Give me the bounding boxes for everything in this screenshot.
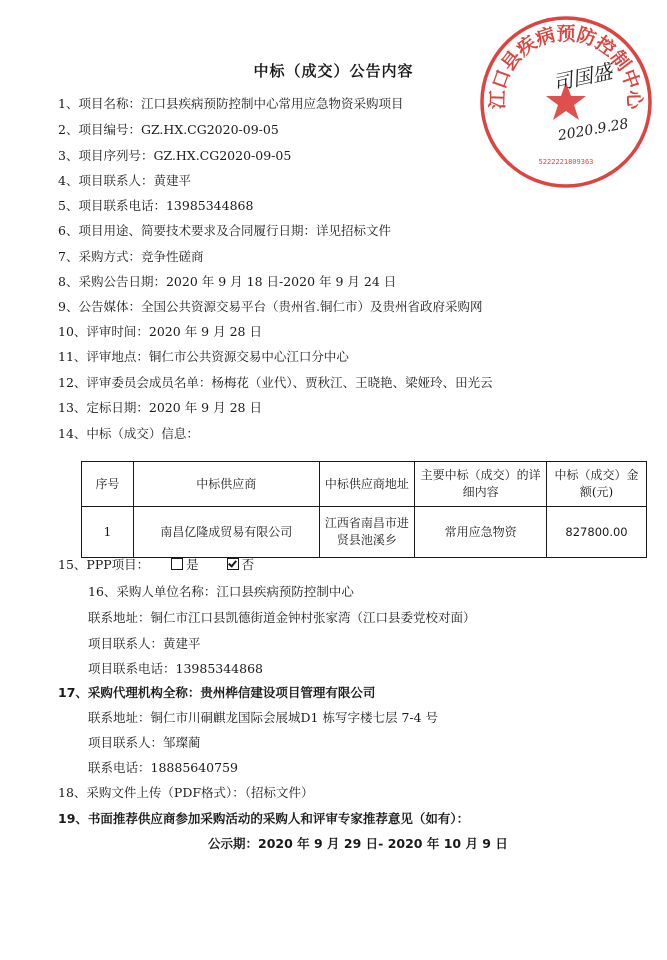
header-amount: 中标（成交）金额(元)	[547, 462, 647, 507]
cell-address: 江西省南昌市进贤县池溪乡	[319, 507, 415, 558]
item-value: 杨梅花（业代）、贾秋江、王晓艳、梁娅玲、田光云	[211, 375, 493, 390]
item-value: 详见招标文件	[315, 223, 391, 238]
item-award-date	[58, 399, 262, 417]
item-recommendation	[58, 810, 469, 828]
item-label: 13、定标日期：	[58, 400, 149, 415]
ppp-yes-label: 是	[186, 557, 199, 572]
item-review-time	[58, 323, 262, 341]
svg-text:司国盛: 司国盛	[550, 59, 615, 96]
item-value: 黄建平	[163, 636, 201, 651]
item-value: 黄建平	[153, 173, 191, 188]
item-value: 全国公共资源交易平台（贵州省.铜仁市）及贵州省政府采购网	[140, 299, 483, 314]
agency-address	[88, 709, 438, 727]
ppp-label: 15、PPP项目：	[58, 557, 150, 572]
table-row	[82, 507, 647, 558]
item-value: 2020 年 9 月 29 日- 2020 年 10 月 9 日	[258, 836, 508, 851]
item-label: 项目联系人：	[88, 735, 164, 750]
ppp-yes-checkbox[interactable]	[171, 558, 183, 570]
item-project-phone	[58, 197, 253, 215]
item-procurement-method	[58, 248, 203, 266]
award-table	[81, 461, 647, 558]
item-review-location	[58, 348, 349, 366]
header-index: 序号	[82, 462, 134, 507]
official-seal	[478, 14, 654, 190]
item-project-number	[58, 121, 279, 139]
purchaser-phone	[88, 660, 263, 678]
table-header-row	[82, 462, 647, 507]
item-label: 1、项目名称：	[58, 96, 141, 111]
item-value: 江口县疾病预防控制中心常用应急物资采购项目	[140, 96, 404, 111]
item-label: 8、采购公告日期：	[58, 274, 166, 289]
cell-content: 常用应急物资	[415, 507, 547, 558]
item-upload	[58, 784, 314, 802]
cell-supplier: 南昌亿隆成贸易有限公司	[133, 507, 319, 558]
item-label: 5、项目联系电话：	[58, 198, 166, 213]
item-value: 铜仁市公共资源交易中心江口分中心	[148, 349, 349, 364]
item-label: 2、项目编号：	[58, 122, 141, 137]
item-project-serial	[58, 147, 291, 165]
item-value: （招标文件）	[244, 785, 314, 800]
item-label: 联系地址：	[88, 610, 151, 625]
header-address: 中标供应商地址	[319, 462, 415, 507]
item-project-usage	[58, 222, 391, 240]
item-label: 18、采购文件上传（PDF格式）：	[58, 785, 245, 800]
item-award-info	[58, 425, 199, 443]
agency-contact	[88, 734, 201, 752]
item-value: 贵州桦信建设项目管理有限公司	[200, 685, 376, 700]
svg-text:2020.9.28: 2020.9.28	[556, 115, 630, 145]
item-value: 18885640759	[150, 760, 238, 775]
item-value: 2020 年 9 月 18 日-2020 年 9 月 24 日	[165, 274, 397, 289]
item-value: 13985344868	[165, 198, 254, 213]
ppp-no-checkbox[interactable]	[227, 558, 239, 570]
page-title: 中标（成交）公告内容	[253, 62, 414, 80]
item-label: 17、采购代理机构全称：	[58, 685, 201, 700]
item-label: 19、书面推荐供应商参加采购活动的采购人和评审专家推荐意见（如有）：	[58, 811, 470, 826]
item-value: 铜仁市江口县凯德街道金钟村张家湾（江口县委党校对面）	[150, 610, 476, 625]
purchaser-name	[88, 583, 354, 601]
svg-text:江口县疾病预防控制中心: 江口县疾病预防控制中心	[486, 22, 646, 110]
item-value: 江口县疾病预防控制中心	[216, 584, 354, 599]
item-label: 项目联系电话：	[88, 661, 176, 676]
item-committee	[58, 374, 493, 392]
item-label: 4、项目联系人：	[58, 173, 154, 188]
item-announcement-date	[58, 273, 396, 291]
item-label: 14、中标（成交）信息：	[58, 426, 199, 441]
item-value: 铜仁市川硐麒龙国际会展城D1 栋写字楼七层 7-4 号	[150, 710, 439, 725]
item-media	[58, 298, 482, 316]
purchaser-address	[88, 609, 476, 627]
header-supplier: 中标供应商	[133, 462, 319, 507]
item-label: 项目联系人：	[88, 636, 164, 651]
item-label: 联系地址：	[88, 710, 151, 725]
item-label: 6、项目用途、简要技术要求及合同履行日期：	[58, 223, 316, 238]
publicity-period	[208, 835, 508, 853]
item-value: 2020 年 9 月 28 日	[148, 324, 262, 339]
purchaser-contact	[88, 635, 201, 653]
item-label: 7、采购方式：	[58, 249, 141, 264]
item-value: 邹璨蔺	[163, 735, 201, 750]
item-label: 12、评审委员会成员名单：	[58, 375, 212, 390]
item-ppp	[58, 556, 254, 574]
item-value: 竞争性磋商	[140, 249, 204, 264]
item-value: 13985344868	[175, 661, 263, 676]
agency-name	[58, 684, 375, 702]
svg-text:5222221809363: 5222221809363	[538, 158, 594, 166]
item-label: 公示期：	[208, 836, 259, 851]
header-content: 主要中标（成交）的详细内容	[415, 462, 547, 507]
item-label: 10、评审时间：	[58, 324, 149, 339]
ppp-no-label: 否	[241, 557, 255, 572]
cell-index: 1	[82, 507, 134, 558]
item-label: 3、项目序列号：	[58, 148, 154, 163]
item-label: 联系电话：	[88, 760, 151, 775]
item-label: 11、评审地点：	[58, 349, 149, 364]
item-project-name	[58, 95, 403, 113]
item-value: 2020 年 9 月 28 日	[148, 400, 262, 415]
item-value: GZ.HX.CG2020-09-05	[140, 122, 279, 137]
item-label: 16、采购人单位名称：	[88, 584, 217, 599]
agency-phone	[88, 759, 238, 777]
item-label: 9、公告媒体：	[58, 299, 141, 314]
item-project-contact	[58, 172, 191, 190]
item-value: GZ.HX.CG2020-09-05	[153, 148, 292, 163]
cell-amount: 827800.00	[547, 507, 647, 558]
